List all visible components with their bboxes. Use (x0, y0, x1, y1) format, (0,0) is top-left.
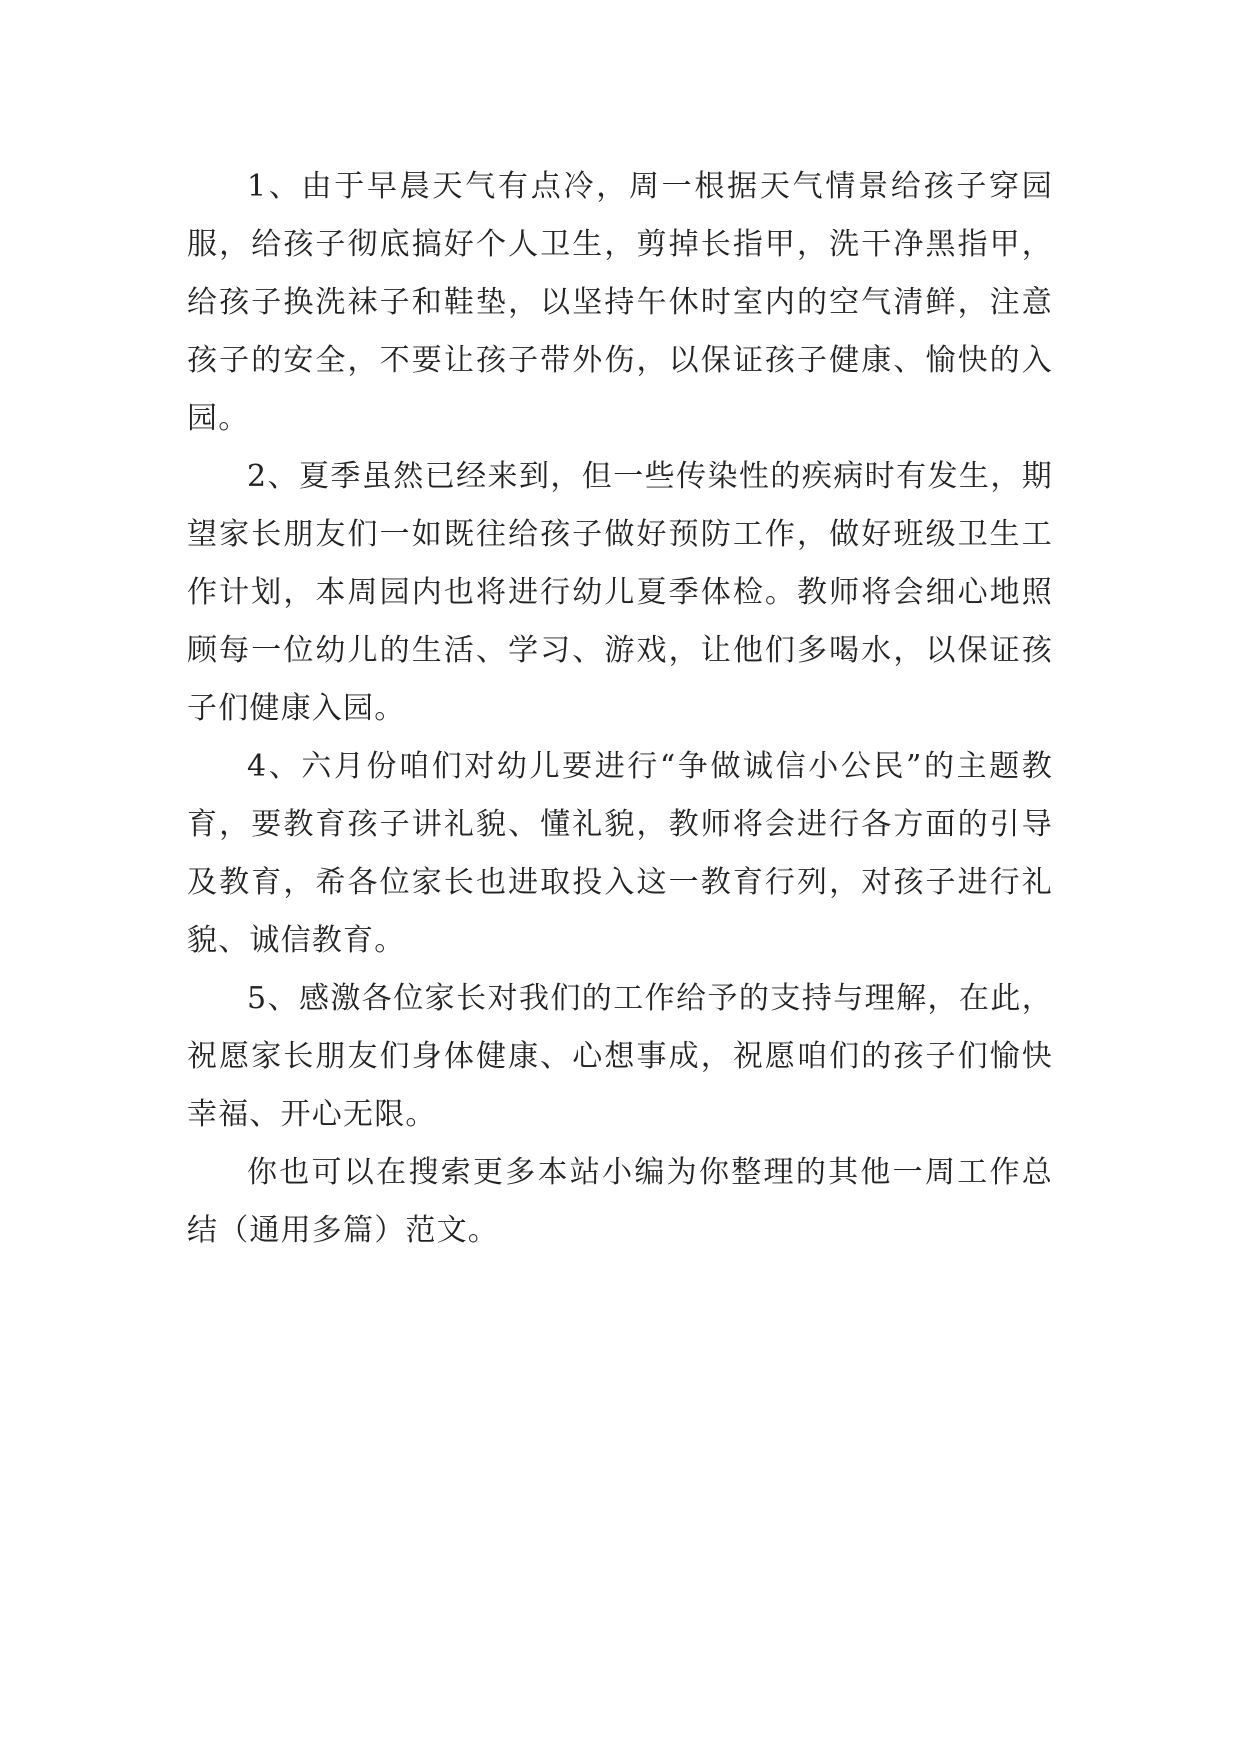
closing-paragraph: 你也可以在搜索更多本站小编为你整理的其他一周工作总结（通用多篇）范文。 (187, 1155, 1053, 1248)
paragraph-item-2: 2、夏季虽然已经来到，但一些传染性的疾病时有发生，期望家长朋友们一如既往给孩子做好预防工作，做好班级卫生工作计划，本周园内也将进行幼儿夏季体检。教师将会细心地照顾每一位幼儿的生活、学习、游戏，让他们多喝水，以保证孩子们健康入园。 (187, 459, 1053, 726)
document-body (187, 158, 1053, 1260)
paragraph-item-4: 4、六月份咱们对幼儿要进行“争做诚信小公民”的主题教育，要教育孩子讲礼貌、懂礼貌，教师将会进行各方面的引导及教育，希各位家长也进取投入这一教育行列，对孩子进行礼貌、诚信教育。 (187, 749, 1053, 958)
paragraph-item-5: 5、感激各位家长对我们的工作给予的支持与理解，在此，祝愿家长朋友们身体健康、心想事成，祝愿咱们的孩子们愉快幸福、开心无限。 (187, 981, 1053, 1132)
paragraph-item-1: 1、由于早晨天气有点冷，周一根据天气情景给孩子穿园服，给孩子彻底搞好个人卫生，剪掉长指甲，洗干净黑指甲，给孩子换洗袜子和鞋垫，以坚持午休时室内的空气清鲜，注意孩子的安全，不要让孩子带外伤，以保证孩子健康、愉快的入园。 (187, 169, 1053, 436)
